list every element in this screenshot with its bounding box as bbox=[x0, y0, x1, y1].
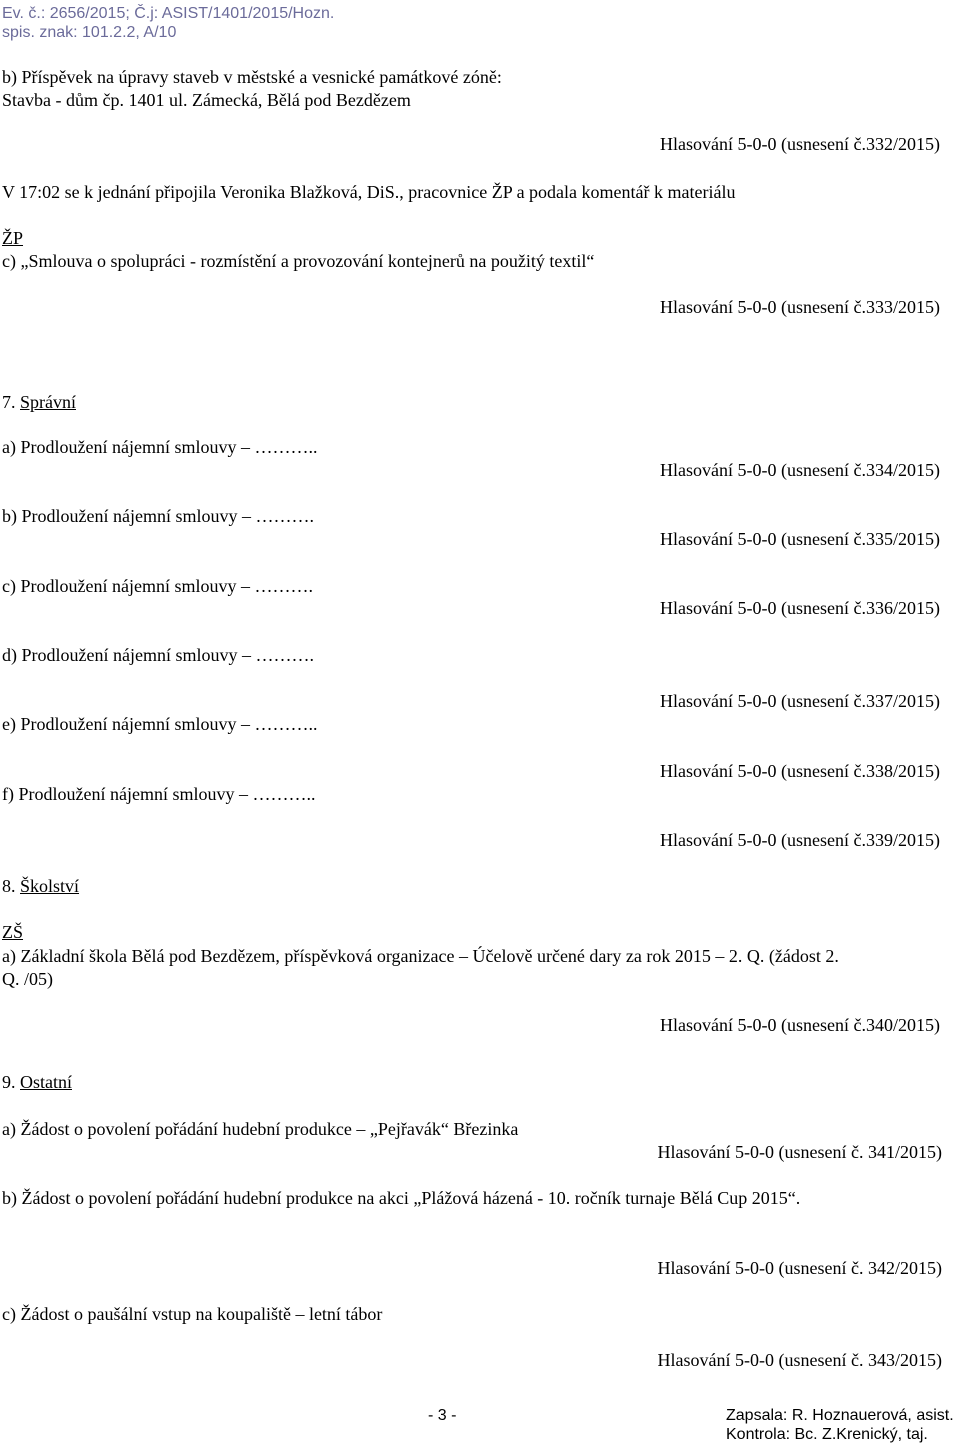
section-8-title: Školství bbox=[20, 876, 80, 896]
section-7-item-f: f) Prodloužení nájemní smlouvy – ……….. bbox=[2, 784, 316, 804]
section-9-title: Ostatní bbox=[20, 1072, 72, 1092]
section-7-item-b: b) Prodloužení nájemní smlouvy – ………. bbox=[2, 506, 314, 526]
vote-343: Hlasování 5-0-0 (usnesení č. 343/2015) bbox=[657, 1350, 942, 1370]
section-8-heading bbox=[2, 875, 79, 897]
file-mark: spis. znak: 101.2.2, A/10 bbox=[2, 24, 177, 41]
vote-338: Hlasování 5-0-0 (usnesení č.338/2015) bbox=[660, 761, 940, 781]
section-7-heading bbox=[2, 391, 76, 413]
vote-332: Hlasování 5-0-0 (usnesení č.332/2015) bbox=[660, 134, 940, 154]
vote-335: Hlasování 5-0-0 (usnesení č.335/2015) bbox=[660, 529, 940, 549]
page-number: - 3 - bbox=[428, 1407, 457, 1424]
checked-by: Kontrola: Bc. Z.Krenický, taj. bbox=[726, 1426, 928, 1443]
item-b-detail: Stavba - dům čp. 1401 ul. Zámecká, Bělá pod Bezdězem bbox=[2, 90, 411, 110]
section-9-heading bbox=[2, 1071, 72, 1093]
zs-label: ZŠ bbox=[2, 922, 24, 942]
section-7-number: 7. bbox=[2, 392, 16, 412]
section-8-number: 8. bbox=[2, 876, 16, 896]
vote-342: Hlasování 5-0-0 (usnesení č. 342/2015) bbox=[657, 1258, 942, 1278]
section-7-item-e: e) Prodloužení nájemní smlouvy – ……….. bbox=[2, 714, 318, 734]
section-9-number: 9. bbox=[2, 1072, 16, 1092]
vote-339: Hlasování 5-0-0 (usnesení č.339/2015) bbox=[660, 830, 940, 850]
vote-336: Hlasování 5-0-0 (usnesení č.336/2015) bbox=[660, 598, 940, 618]
section-7-item-a: a) Prodloužení nájemní smlouvy – ……….. bbox=[2, 437, 318, 457]
vote-340: Hlasování 5-0-0 (usnesení č.340/2015) bbox=[660, 1015, 940, 1035]
recorded-by: Zapsala: R. Hoznauerová, asist. bbox=[726, 1407, 954, 1424]
vote-333: Hlasování 5-0-0 (usnesení č.333/2015) bbox=[660, 297, 940, 317]
vote-341: Hlasování 5-0-0 (usnesení č. 341/2015) bbox=[657, 1142, 942, 1162]
section-9-item-b: b) Žádost o povolení pořádání hudební produkce na akci „Plážová házená - 10. ročník turnaje Bělá Cup 2015“. bbox=[2, 1188, 801, 1208]
section-7-item-c: c) Prodloužení nájemní smlouvy – ………. bbox=[2, 576, 313, 596]
item-c-title: c) „Smlouva o spolupráci - rozmístění a provozování kontejnerů na použitý textil“ bbox=[2, 251, 595, 271]
zp-label: ŽP bbox=[2, 228, 24, 248]
section-8-item-a-line1: a) Základní škola Bělá pod Bezdězem, příspěvková organizace – Účelově určené dary za rok 2015 – 2. Q. (žádost 2. bbox=[2, 946, 839, 966]
item-b-title: b) Příspěvek na úpravy staveb v městské a vesnické památkové zóně: bbox=[2, 67, 502, 87]
section-9-item-a: a) Žádost o povolení pořádání hudební produkce – „Pejřavák“ Březinka bbox=[2, 1119, 519, 1139]
document-reference: Ev. č.: 2656/2015; Č.j: ASIST/1401/2015/Hozn. bbox=[2, 5, 335, 22]
joined-note: V 17:02 se k jednání připojila Veronika Blažková, DiS., pracovnice ŽP a podala komentář k materiálu bbox=[2, 182, 736, 202]
vote-337: Hlasování 5-0-0 (usnesení č.337/2015) bbox=[660, 691, 940, 711]
section-8-item-a-line2: Q. /05) bbox=[2, 969, 53, 989]
section-7-title: Správní bbox=[20, 392, 76, 412]
section-9-item-c: c) Žádost o paušální vstup na koupaliště – letní tábor bbox=[2, 1304, 383, 1324]
vote-334: Hlasování 5-0-0 (usnesení č.334/2015) bbox=[660, 460, 940, 480]
section-7-item-d: d) Prodloužení nájemní smlouvy – ………. bbox=[2, 645, 314, 665]
